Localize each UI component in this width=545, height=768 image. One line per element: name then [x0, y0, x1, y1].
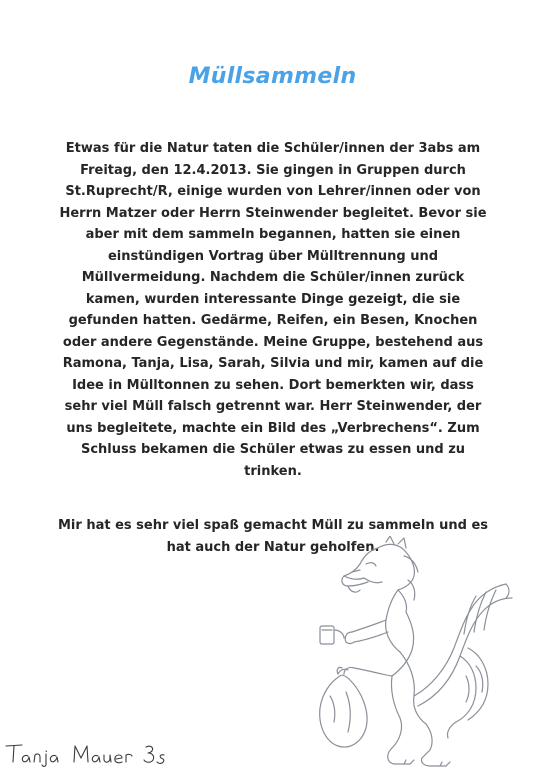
body-line: einstündigen Vortrag über Mülltrennung und	[107, 248, 439, 264]
body-paragraph	[48, 138, 498, 482]
body-line: Etwas für die Natur taten die Schüler/innen der 3abs am	[65, 141, 481, 156]
body-line: trinken.	[244, 463, 302, 479]
body-line: Idee in Mülltonnen zu sehen. Dort bemerkten wir, dass	[72, 377, 474, 393]
page-title: Müllsammeln	[188, 64, 357, 89]
body-line: sehr viel Müll falsch getrennt war. Herr Steinwender, der	[64, 399, 482, 414]
closing-line: Mir hat es sehr viel spaß gemacht Müll zu sammeln und es	[57, 518, 488, 533]
body-line: Herrn Matzer oder Herrn Steinwender begleitet. Bevor sie	[59, 205, 487, 221]
body-line: gefunden hatten. Gedärme, Reifen, ein Besen, Knochen	[68, 313, 478, 328]
body-line: aber mit dem sammeln begannen, hatten sie einen	[85, 227, 461, 242]
body-line: Freitag, den 12.4.2013. Sie gingen in Gruppen durch	[80, 162, 466, 178]
closing-line: hat auch der Natur geholfen.	[166, 539, 380, 555]
body-line: uns begleitete, machte ein Bild des „Verbrechens“. Zum	[66, 420, 480, 436]
panther-with-bag-drawing-icon	[300, 536, 530, 768]
body-line: Müllvermeidung. Nachdem die Schüler/innen zurück	[81, 270, 465, 285]
body-line: Schluss bekamen die Schüler etwas zu essen und zu	[80, 442, 466, 457]
body-line: oder andere Gegenstände. Meine Gruppe, bestehend aus	[62, 334, 484, 350]
body-line: St.Ruprecht/R, einige wurden von Lehrer/innen oder von	[65, 184, 481, 199]
body-line: Ramona, Tanja, Lisa, Sarah, Silvia und mir, kamen auf die	[62, 356, 484, 371]
handwritten-signature	[4, 738, 204, 768]
body-line: kamen, wurden interessante Dinge gezeigt, die sie	[85, 291, 461, 307]
